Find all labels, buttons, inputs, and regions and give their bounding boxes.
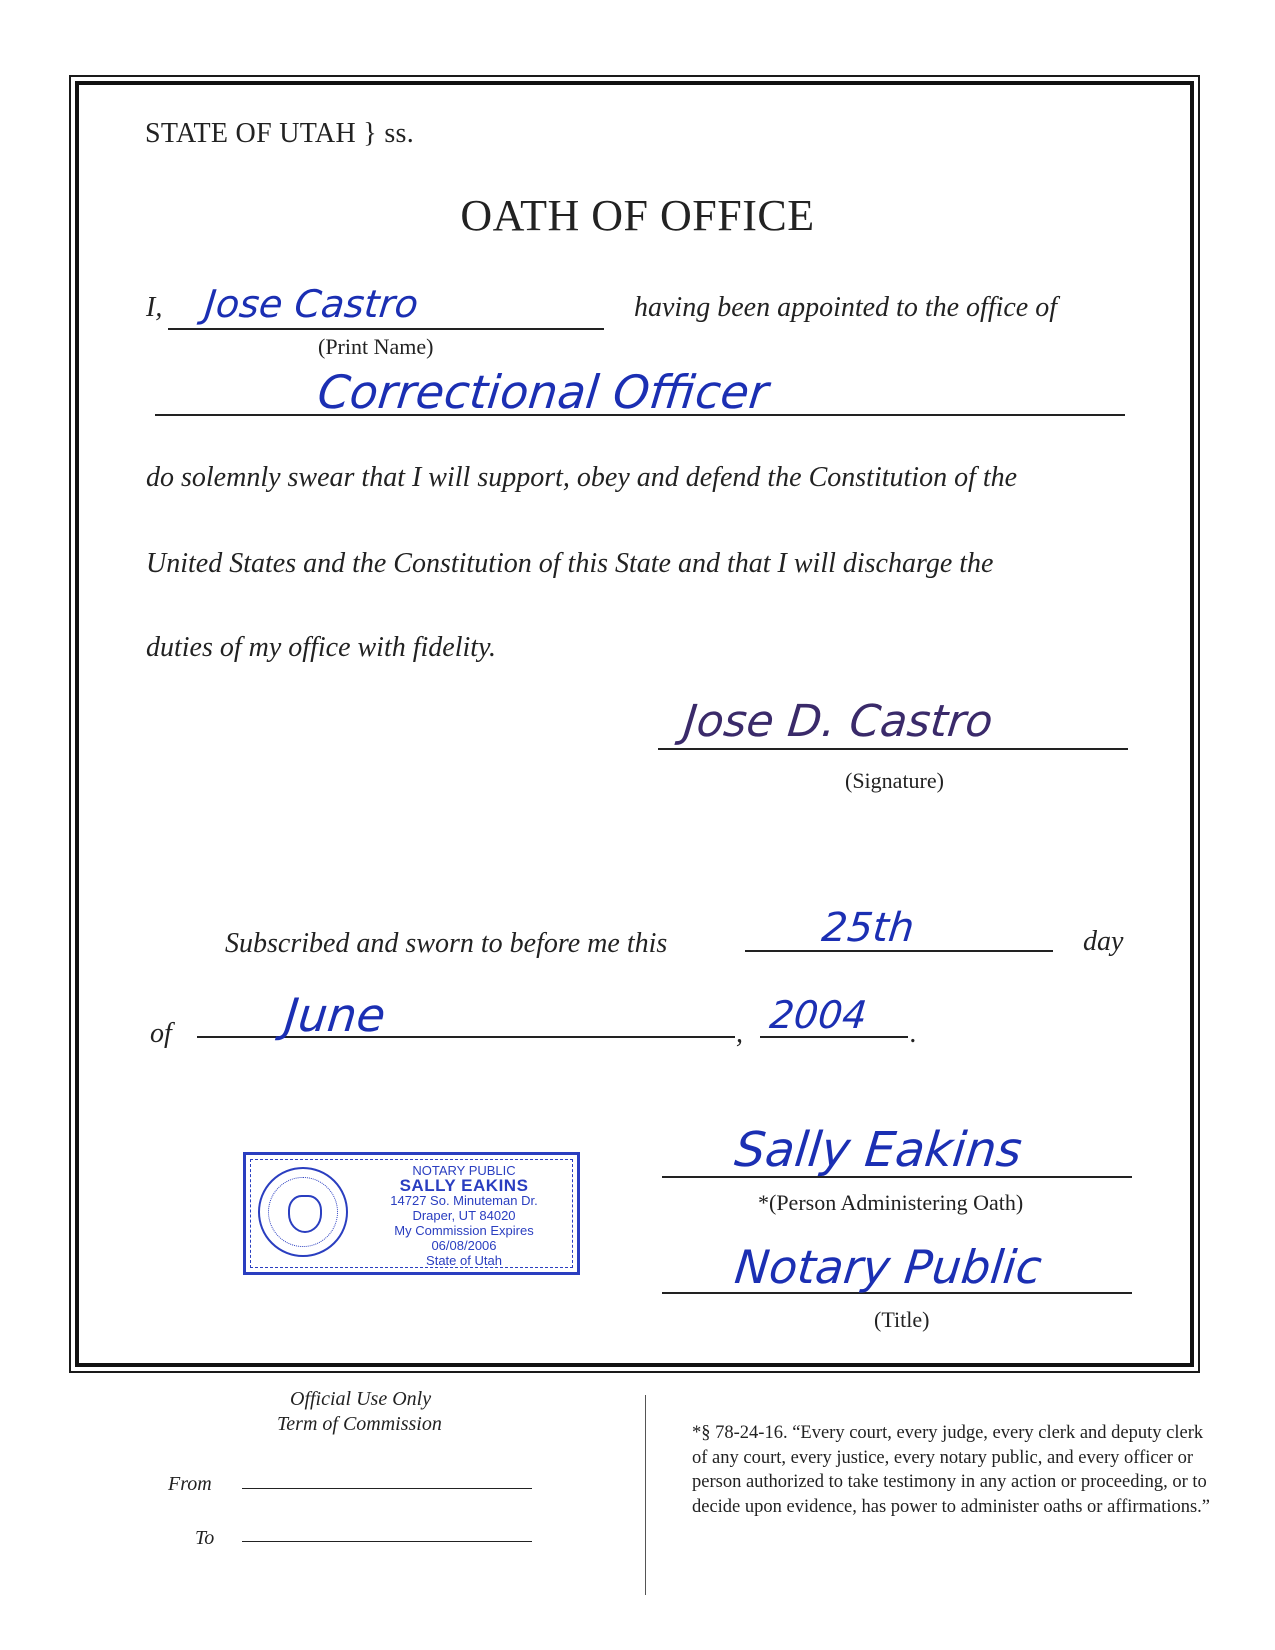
period: . — [910, 1018, 917, 1049]
handwritten-month: June — [282, 988, 389, 1042]
stamp-line-5: My Commission Expires 06/08/2006 — [394, 1223, 534, 1253]
term-of-commission-heading: Term of Commission — [277, 1413, 442, 1435]
handwritten-day: 25th — [819, 905, 917, 951]
stamp-line-6: State of Utah — [426, 1253, 502, 1268]
signature-caption: (Signature) — [845, 768, 944, 793]
handwritten-signature: Jose D. Castro — [681, 696, 996, 747]
handwritten-administrator: Sally Eakins — [732, 1122, 1025, 1178]
month-line — [197, 1036, 735, 1038]
appointed-text: having been appointed to the office of — [634, 292, 1058, 323]
stamp-text — [364, 1163, 564, 1268]
handwritten-office: Correctional Officer — [315, 365, 771, 419]
statute-text: *§ 78-24-16. “Every court, every judge, every clerk and deputy clerk of any court, every justice, every notary public, and every officer or person authorized to take testimony in any action or proceeding, or to decide upon evidence, has power to administer oaths or affirmations.” — [692, 1423, 1211, 1517]
oath-body-line-1: do solemnly swear that I will support, obey and defend the Constitution of the — [146, 462, 1018, 493]
to-field[interactable] — [242, 1541, 532, 1542]
signature-line — [658, 748, 1128, 750]
from-label: From — [168, 1473, 212, 1495]
oath-body-line-2: United States and the Constitution of this State and that I will discharge the — [146, 548, 994, 579]
handwritten-name: Jose Castro — [202, 282, 421, 326]
handwritten-title: Notary Public — [732, 1240, 1045, 1294]
stamp-line-1: NOTARY PUBLIC — [412, 1163, 516, 1178]
stamp-line-4: Draper, UT 84020 — [412, 1208, 516, 1223]
stamp-line-2: SALLY EAKINS — [399, 1176, 529, 1195]
oath-body-line-3: duties of my office with fidelity. — [146, 632, 496, 663]
stamp-line-3: 14727 So. Minuteman Dr. — [390, 1193, 538, 1208]
page-title: OATH OF OFFICE — [460, 191, 815, 240]
state-seal-icon — [258, 1167, 348, 1257]
title-caption: (Title) — [874, 1307, 930, 1332]
administrator-caption: *(Person Administering Oath) — [758, 1190, 1024, 1215]
footer-divider — [645, 1395, 646, 1595]
intro-i: I, — [146, 292, 163, 323]
comma: , — [736, 1018, 743, 1049]
of-word: of — [150, 1018, 172, 1049]
notary-stamp — [243, 1152, 580, 1275]
to-label: To — [195, 1527, 215, 1549]
official-use-heading: Official Use Only — [290, 1388, 432, 1410]
name-line — [168, 328, 604, 330]
day-word: day — [1083, 926, 1124, 957]
state-line: STATE OF UTAH } ss. — [145, 118, 415, 149]
from-field[interactable] — [242, 1488, 532, 1489]
handwritten-year: 2004 — [767, 993, 870, 1037]
seal-emblem — [288, 1195, 322, 1233]
print-name-caption: (Print Name) — [318, 334, 434, 359]
subscribed-text: Subscribed and sworn to before me this — [225, 928, 668, 959]
